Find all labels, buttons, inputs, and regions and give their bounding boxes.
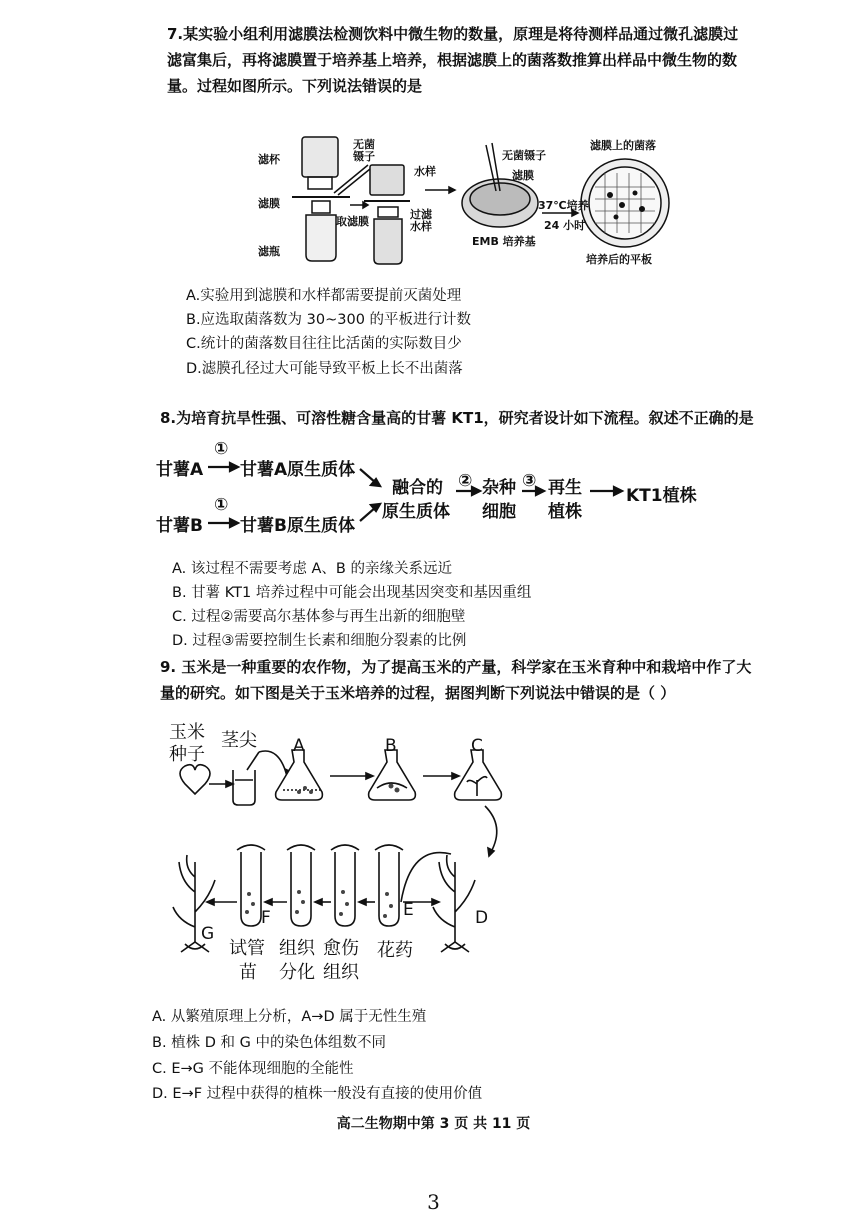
label-differentiation-1: 组织 bbox=[279, 938, 315, 959]
label-culture-time: 24 小时 bbox=[544, 219, 586, 232]
label-plant-d: D bbox=[475, 908, 489, 928]
q9-line-1: 9. 玉米是一种重要的农作物，为了提高玉米的产量，科学家在玉米育种中和栽培中作了大 bbox=[160, 658, 752, 676]
q9-option-a[interactable]: A. 从繁殖原理上分析，A→D 属于无性生殖 bbox=[152, 1009, 427, 1025]
q7-option-d[interactable]: D.滤膜孔径过大可能导致平板上长不出菌落 bbox=[186, 361, 463, 377]
q7-option-c[interactable]: C.统计的菌落数目往往比活菌的实际数目少 bbox=[186, 336, 462, 352]
q7-figure bbox=[250, 125, 700, 275]
label-differentiation-2: 分化 bbox=[279, 962, 315, 983]
label-plant-g: G bbox=[201, 924, 215, 944]
label-flask-b: B bbox=[385, 736, 397, 756]
label-seed: 种子 bbox=[169, 744, 205, 765]
label-callus-1: 愈伤 bbox=[323, 938, 359, 959]
label-e: E bbox=[403, 900, 414, 920]
label-sterile-tweezers-2: 无菌镊子 bbox=[502, 149, 546, 162]
label-bottle: 滤瓶 bbox=[258, 245, 280, 258]
label-f: F bbox=[261, 908, 271, 928]
label-flask-a: A bbox=[293, 736, 305, 756]
q8-stem: 8.为培育抗旱性强、可溶性糖含量高的甘薯 KT1，研究者设计如下流程。叙述不正确的是 bbox=[160, 409, 754, 427]
label-water-sample: 水样 bbox=[414, 165, 436, 178]
q7-line-3: 量。过程如图所示。下列说法错误的是 bbox=[167, 77, 423, 95]
label-colonies: 滤膜上的菌落 bbox=[590, 139, 656, 152]
q9-option-b[interactable]: B. 植株 D 和 G 中的染色体组数不同 bbox=[152, 1035, 387, 1051]
flow-step-2: ② bbox=[458, 471, 473, 491]
label-filtered-water: 过滤水样 bbox=[410, 208, 432, 233]
label-filter-cup: 滤杯 bbox=[258, 153, 280, 166]
flow-protoplast-b: 甘薯B原生质体 bbox=[240, 516, 355, 536]
label-tube-seedling-2: 苗 bbox=[239, 962, 257, 983]
q8-option-c[interactable]: C. 过程②需要高尔基体参与再生出新的细胞壁 bbox=[172, 609, 466, 625]
label-callus-2: 组织 bbox=[323, 962, 359, 983]
q9-line-2: 量的研究。如下图是关于玉米培养的过程，据图判断下列说法中错误的是（ ） bbox=[160, 684, 676, 702]
label-anther: 花药 bbox=[377, 940, 413, 961]
q7-line-1: 7.某实验小组利用滤膜法检测饮料中微生物的数量，原理是将待测样品通过微孔滤膜过 bbox=[167, 25, 739, 43]
label-remove-membrane: 取滤膜 bbox=[336, 215, 369, 228]
flow-sweetpotato-a: 甘薯A bbox=[156, 460, 204, 480]
label-plate-after: 培养后的平板 bbox=[586, 253, 652, 266]
flow-step-3: ③ bbox=[522, 471, 537, 491]
q9-option-d[interactable]: D. E→F 过程中获得的植株一般没有直接的使用价值 bbox=[152, 1086, 483, 1102]
page-footer: 高二生物期中第 3 页 共 11 页 bbox=[336, 1116, 531, 1132]
page-number: 3 bbox=[427, 1190, 440, 1214]
label-shoot-tip: 茎尖 bbox=[221, 730, 257, 751]
label-emb-medium: EMB 培养基 bbox=[472, 235, 536, 248]
q8-option-a[interactable]: A. 该过程不需要考虑 A、B 的亲缘关系远近 bbox=[172, 561, 452, 577]
flow-regen-line-1: 再生 bbox=[548, 478, 582, 498]
flow-protoplast-a: 甘薯A原生质体 bbox=[240, 460, 356, 480]
q8-option-d[interactable]: D. 过程③需要控制生长素和细胞分裂素的比例 bbox=[172, 633, 467, 649]
flow-hybrid-line-1: 杂种 bbox=[482, 478, 516, 498]
flow-kt1-plant: KT1植株 bbox=[626, 486, 697, 506]
q9-option-c[interactable]: C. E→G 不能体现细胞的全能性 bbox=[152, 1061, 354, 1077]
q8-option-b[interactable]: B. 甘薯 KT1 培养过程中可能会出现基因突变和基因重组 bbox=[172, 585, 532, 601]
q7-option-a[interactable]: A.实验用到滤膜和水样都需要提前灭菌处理 bbox=[186, 288, 462, 304]
flow-fused-line-2: 原生质体 bbox=[382, 502, 450, 522]
label-membrane-2: 滤膜 bbox=[512, 169, 534, 182]
label-flask-c: C bbox=[471, 736, 483, 756]
flow-fused-line-1: 融合的 bbox=[392, 478, 443, 498]
flow-step-1-bottom: ① bbox=[214, 495, 229, 515]
label-corn: 玉米 bbox=[169, 722, 205, 743]
flow-regen-line-2: 植株 bbox=[548, 502, 582, 522]
label-culture-temp: 37℃培养 bbox=[538, 199, 589, 212]
q9-figure bbox=[155, 712, 525, 992]
q7-option-b[interactable]: B.应选取菌落数为 30~300 的平板进行计数 bbox=[186, 312, 472, 328]
label-sterile-tweezers: 无菌镊子 bbox=[353, 138, 375, 163]
flow-hybrid-line-2: 细胞 bbox=[482, 502, 516, 522]
flow-step-1-top: ① bbox=[214, 439, 229, 459]
q8-flow-diagram bbox=[150, 439, 710, 545]
label-membrane: 滤膜 bbox=[258, 197, 280, 210]
label-tube-seedling-1: 试管 bbox=[229, 938, 265, 959]
q7-line-2: 滤富集后，再将滤膜置于培养基上培养，根据滤膜上的菌落数推算出样品中微生物的数 bbox=[167, 51, 738, 69]
flow-sweetpotato-b: 甘薯B bbox=[156, 516, 203, 536]
